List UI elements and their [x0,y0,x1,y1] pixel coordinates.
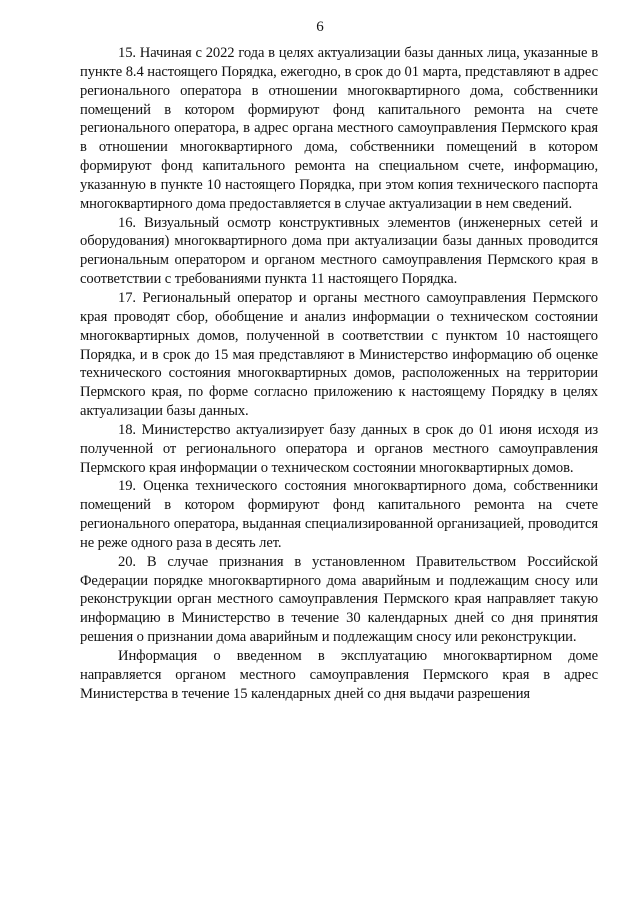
paragraph-18: 18. Министерство актуализирует базу данных в срок до 01 июня исходя из полученной от регионального оператора и органов местного самоуправления Пермского края информации о техническом состоянии многоквартирных домов. [80,421,598,476]
paragraph-17: 17. Региональный оператор и органы местного самоуправления Пермского края проводят сбор, обобщение и анализ информации о техническом состоянии многоквартирных домов, полученной в соответствии с пунктом 10 настоящего Порядка, и в срок до 15 мая представляют в Министерство информацию об оценке технического состояния многоквартирных домов, расположенных на территории Пермского края, по форме согласно приложению к настоящему Порядку в целях актуализации базы данных. [80,289,598,420]
paragraph-16: 16. Визуальный осмотр конструктивных элементов (инженерных сетей и оборудования) многоквартирного дома при актуализации базы данных проводится региональным оператором и органом местного самоуправления Пермского края в соответствии с требованиями пункта 11 настоящего Порядка. [80,214,598,288]
document-body [80,44,598,704]
paragraph-19: 19. Оценка технического состояния многоквартирного дома, собственники помещений в котором формируют фонд капитального ремонта на счете регионального оператора, выданная специализированной организацией, проводится не реже одного раза в десять лет. [80,478,598,551]
paragraph-15: 15. Начиная с 2022 года в целях актуализации базы данных лица, указанные в пункте 8.4 настоящего Порядка, ежегодно, в срок до 01 марта, представляют в адрес регионального оператора в отношении многоквартирного дома, собственники помещений в котором формируют фонд капитального ремонта на счете регионального оператора, в адрес органа местного самоуправления Пермского края в отношении многоквартирного дома, собственники помещений в котором формируют фонд капитального ремонта на специальном счете, информацию, указанную в пункте 10 настоящего Порядка, при этом копия технического паспорта многоквартирного дома предоставляется в случае актуализации в нем сведений. [80,45,598,212]
paragraph-20: 20. В случае признания в установленном Правительством Российской Федерации порядке многоквартирного дома аварийным и подлежащим сносу или реконструкции орган местного самоуправления Пермского края направляет такую информацию в Министерство в течение 30 календарных дней со дня принятия решения о признании дома аварийным и подлежащим сносу или реконструкции. [80,553,598,646]
paragraph-20-continuation: Информация о введенном в эксплуатацию многоквартирном доме направляется органом местного самоуправления Пермского края в адрес Министерства в течение 15 календарных дней со дня выдачи разрешения [80,648,598,702]
page-number: 6 [316,19,324,35]
